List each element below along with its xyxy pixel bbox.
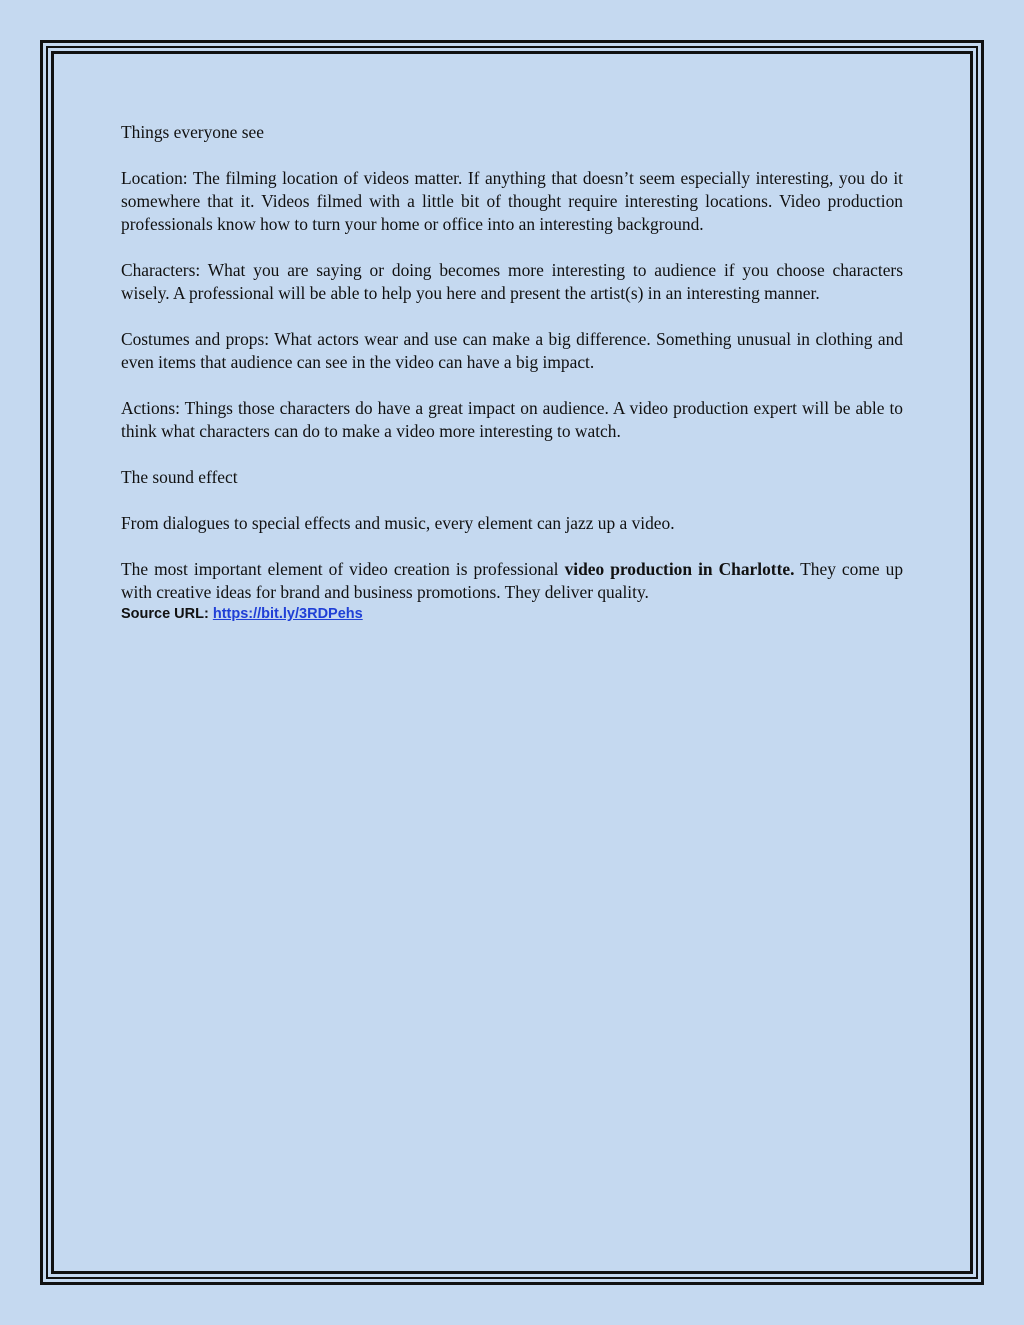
closing-text-end: They come up with creative ideas for brand and business promotions. They deliver quality. bbox=[121, 559, 904, 602]
source-line bbox=[121, 604, 903, 625]
closing-text-bold: video production in Charlotte. bbox=[564, 559, 795, 579]
paragraph-dialogues: From dialogues to special effects and music, every element can jazz up a video. bbox=[121, 513, 675, 533]
document-body bbox=[121, 121, 903, 648]
paragraph-location: Location: The filming location of videos matter. If anything that doesn’t seem especially interesting, you do it somewhere that it. Videos filmed with a little bit of thought require interesting locations. Video production professionals know how to turn your home or office into an interesting background. bbox=[121, 168, 903, 234]
paragraph-closing bbox=[121, 558, 903, 604]
paragraph-characters: Characters: What you are saying or doing becomes more interesting to audience if you choose characters wisely. A professional will be able to help you here and present the artist(s) in an interesting manner. bbox=[121, 260, 903, 303]
closing-text-start: The most important element of video creation is professional bbox=[121, 559, 565, 579]
source-label: Source URL: bbox=[121, 606, 213, 622]
paragraph-costumes: Costumes and props: What actors wear and use can make a big difference. Something unusual in clothing and even items that audience can see in the video can have a big impact. bbox=[121, 329, 903, 372]
heading-things-everyone-see: Things everyone see bbox=[121, 122, 264, 142]
paragraph-actions: Actions: Things those characters do have a great impact on audience. A video production expert will be able to think what characters can do to make a video more interesting to watch. bbox=[121, 398, 903, 441]
source-url-link[interactable]: https://bit.ly/3RDPehs bbox=[212, 606, 363, 622]
heading-sound-effect: The sound effect bbox=[121, 467, 238, 487]
